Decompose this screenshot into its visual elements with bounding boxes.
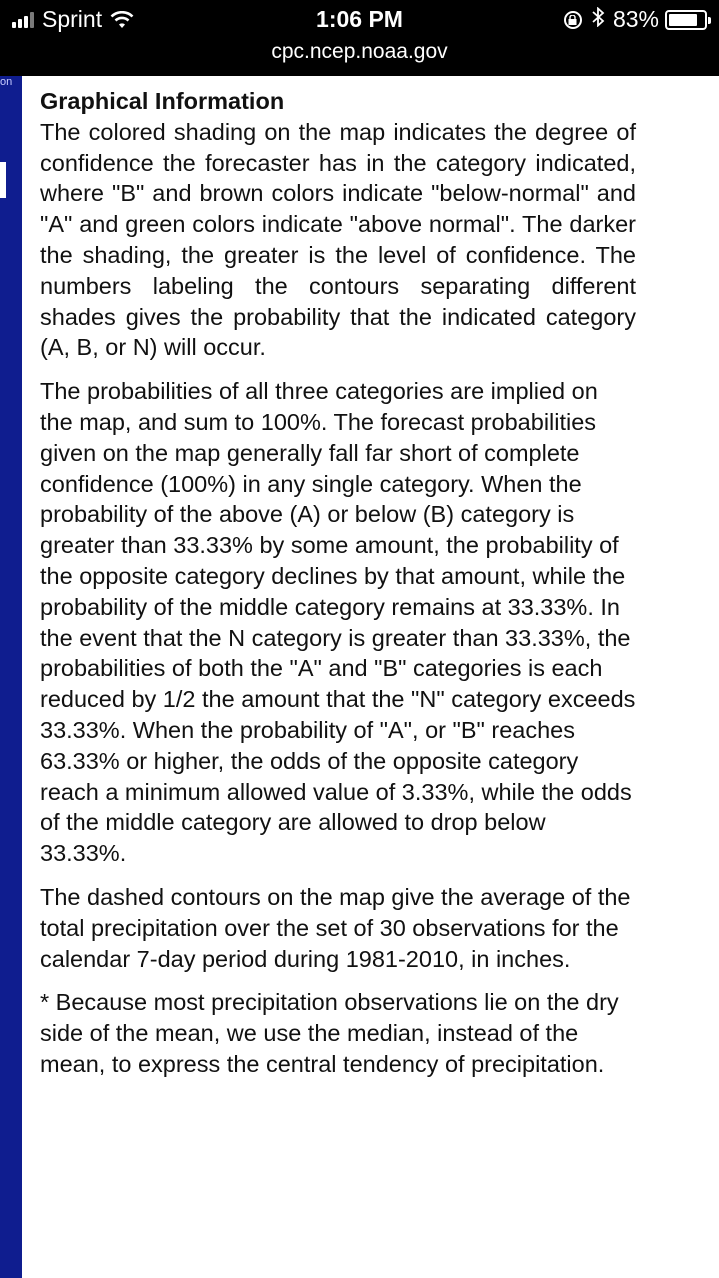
battery-percent: 83% [612,6,659,32]
section-heading: Graphical Information [40,88,285,114]
left-strip-marker [0,162,6,198]
paragraph-dashed-contours: The dashed contours on the map give the average of the total precipitation over the set of 30 observations for the calendar 7-day period during 1981-2010, in inches. [40,883,631,972]
orientation-lock-icon [564,11,582,29]
status-icons [564,6,707,33]
bluetooth-icon [592,7,605,33]
status-bar [0,0,719,76]
paragraph-probabilities: The probabilities of all three categories are implied on the map, and sum to 100%. The forecast probabilities given on the map generally fall far short of complete confidence (100%) in any single category. When the probability of the above (A) or below (B) category is greater than 33.33% by some amount, the probability of the opposite category declines by that amount, while the probability of the middle category remains at 33.33%. In the event that the N category is greater than 33.33%, the probabilities of both the "A" and "B" categories is each reduced by 1/2 the amount that the "N" category exceeds 33.33%. When the probability of "A", or "B" reaches 63.33% or higher, the odds of the opposite category reach a minimum allowed value of 3.33%, while the odds of the middle category are allowed to drop below 33.33%. [40,378,636,867]
paragraph-shading: The colored shading on the map indicates the degree of confidence the forecaster has in the category indicated, where "B" and brown colors indicate "below-normal" and "A" and green colors indicate "above normal". The darker the shading, the greater is the level of confidence. The numbers labeling the contours separating different shades gives the probability that the indicated category (A, B, or N) will occur. [40,118,636,361]
page-content [40,86,636,1093]
carrier-name: Sprint [42,6,103,32]
battery-icon [665,10,707,30]
address-bar-url[interactable]: cpc.ncep.noaa.gov [271,40,448,63]
left-edge-text: on [0,76,13,88]
left-side-navigation-strip[interactable] [0,76,22,1278]
clock: 1:06 PM [316,6,403,32]
paragraph-median-note: * Because most precipitation observations lie on the dry side of the mean, we use the median, instead of the mean, to express the central tendency of precipitation. [40,989,619,1077]
